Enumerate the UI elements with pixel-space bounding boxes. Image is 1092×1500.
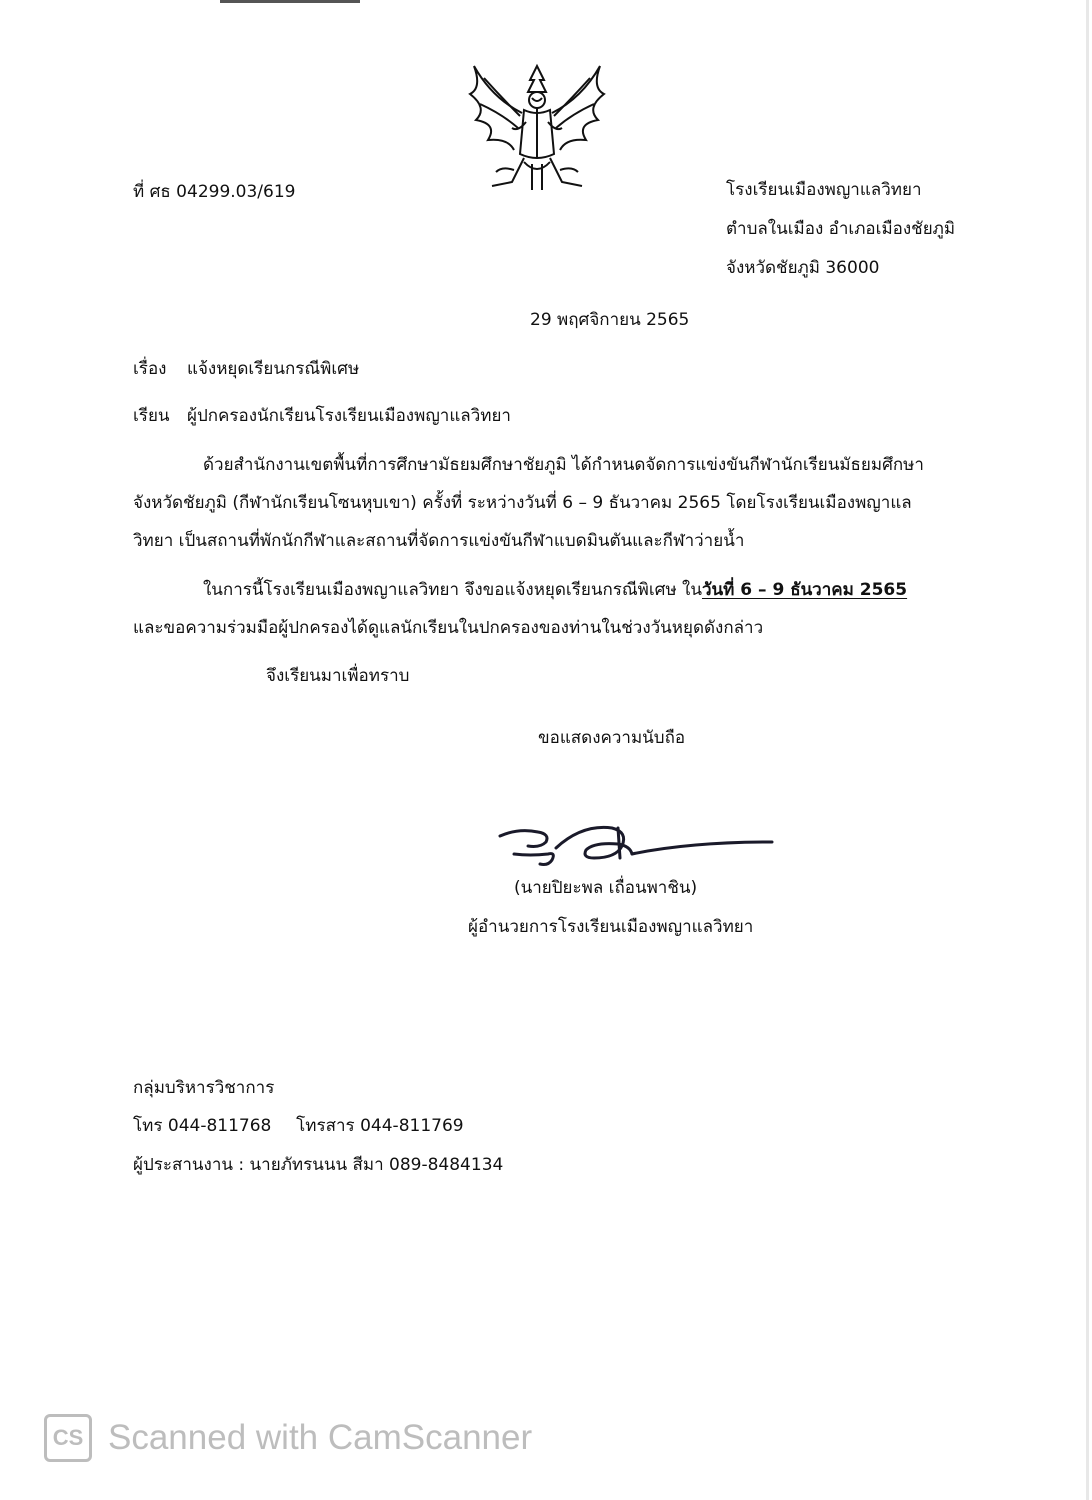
recipient-text: ผู้ปกครองนักเรียนโรงเรียนเมืองพญาแลวิทยา <box>187 406 511 426</box>
holiday-dates-highlight: วันที่ 6 – 9 ธันวาคม 2565 <box>701 580 908 600</box>
scan-edge-shadow <box>1086 0 1089 1500</box>
subject-label: เรื่อง <box>133 359 167 379</box>
body-paragraph-1-line-2: จังหวัดชัยภูมิ (กีฬานักเรียนโซนหุบเขา) ครั้งที่ ระหว่างวันที่ 6 – 9 ธันวาคม 2565 โดยโรงเรียนเมืองพญาแล <box>133 493 912 513</box>
reference-number: ที่ ศธ 04299.03/619 <box>133 182 296 202</box>
school-address: ตำบลในเมือง อำเภอเมืองชัยภูมิ <box>726 219 956 239</box>
body-paragraph-1-line-1: ด้วยสำนักงานเขตพื้นที่การศึกษามัธยมศึกษาชัยภูมิ ได้กำหนดจัดการแข่งขันกีฬานักเรียนมัธยมศึกษา <box>203 455 924 475</box>
fax-number: 044-811769 <box>360 1116 464 1136</box>
contact-coordinator: ผู้ประสานงาน : นายภัทรนนน สีมา 089-8484134 <box>133 1155 504 1175</box>
fax-label: โทรสาร <box>296 1116 355 1136</box>
body-paragraph-2-line-2: และขอความร่วมมือผู้ปกครองได้ดูแลนักเรียนในปกครองของท่านในช่วงวันหยุดดังกล่าว <box>133 618 764 638</box>
camscanner-logo-icon: CS <box>44 1414 92 1462</box>
subject-text: แจ้งหยุดเรียนกรณีพิเศษ <box>187 359 360 379</box>
handwritten-signature <box>490 820 780 875</box>
salutation: ขอแสดงความนับถือ <box>538 728 686 748</box>
camscanner-watermark: Scanned with CamScanner <box>108 1418 533 1457</box>
signatory-position: ผู้อำนวยการโรงเรียนเมืองพญาแลวิทยา <box>468 917 754 937</box>
closing-note: จึงเรียนมาเพื่อทราบ <box>266 666 410 686</box>
garuda-emblem-icon <box>462 58 612 198</box>
phone-number: 044-811768 <box>167 1116 272 1136</box>
phone-label: โทร <box>133 1116 163 1136</box>
contact-department: กลุ่มบริหารวิชาการ <box>133 1078 275 1098</box>
school-name: โรงเรียนเมืองพญาแลวิทยา <box>726 180 922 200</box>
contact-phone-line <box>133 1114 464 1138</box>
letter-date: 29 พฤศจิกายน 2565 <box>530 310 690 330</box>
recipient-label: เรียน <box>133 406 170 426</box>
body-paragraph-2-line-1 <box>203 578 907 602</box>
scan-edge-mark <box>220 0 360 3</box>
signatory-name: (นายปิยะพล เถื่อนพาชิน) <box>514 878 698 898</box>
body-paragraph-1-line-3: วิทยา เป็นสถานที่พักนักกีฬาและสถานที่จัดการแข่งขันกีฬาแบดมินตันและกีฬาว่ายน้ำ <box>133 531 745 551</box>
body-paragraph-2-prefix: ในการนี้โรงเรียนเมืองพญาแลวิทยา จึงขอแจ้งหยุดเรียนกรณีพิเศษ ใน <box>203 580 702 600</box>
school-province: จังหวัดชัยภูมิ 36000 <box>726 258 880 278</box>
